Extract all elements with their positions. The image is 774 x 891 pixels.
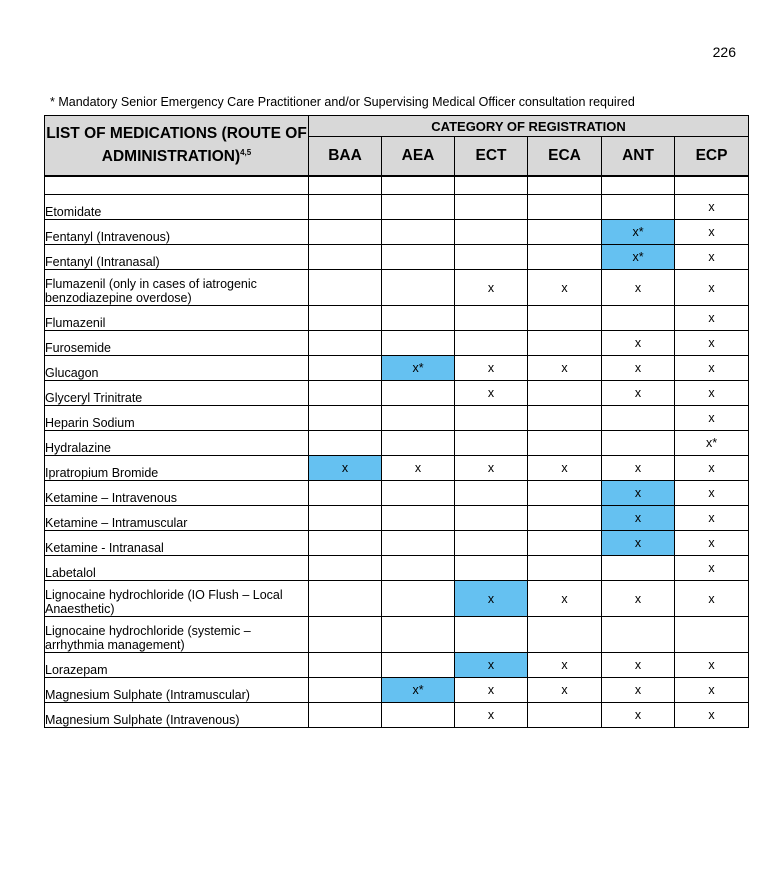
registration-mark-aea xyxy=(382,306,455,331)
registration-mark-ect: x xyxy=(455,381,528,406)
registration-mark-aea xyxy=(382,581,455,617)
registration-mark-eca xyxy=(528,506,602,531)
medication-name: Magnesium Sulphate (Intravenous) xyxy=(45,703,309,728)
registration-mark-eca: x xyxy=(528,678,602,703)
registration-mark-eca xyxy=(528,245,602,270)
registration-mark-baa xyxy=(309,678,382,703)
medication-name: Heparin Sodium xyxy=(45,406,309,431)
registration-mark-eca xyxy=(528,431,602,456)
table-row xyxy=(45,456,749,481)
table-row xyxy=(45,531,749,556)
registration-mark-ant: x xyxy=(602,581,675,617)
registration-mark-ecp: x xyxy=(675,506,749,531)
registration-mark-ant xyxy=(602,406,675,431)
page-number: 226 xyxy=(712,44,736,60)
registration-mark-ecp: x xyxy=(675,406,749,431)
registration-mark-ecp: x xyxy=(675,678,749,703)
registration-mark-aea: x* xyxy=(382,678,455,703)
registration-mark-aea: x xyxy=(382,456,455,481)
registration-mark-ant: x xyxy=(602,381,675,406)
registration-mark-ect xyxy=(455,506,528,531)
registration-mark-aea xyxy=(382,431,455,456)
consultation-note: * Mandatory Senior Emergency Care Practitioner and/or Supervising Medical Officer consultation required xyxy=(50,95,635,109)
registration-mark-ecp: x xyxy=(675,356,749,381)
registration-mark-ect xyxy=(455,617,528,653)
spacer-cell xyxy=(309,176,382,195)
registration-mark-baa xyxy=(309,270,382,306)
registration-mark-eca xyxy=(528,220,602,245)
registration-mark-ect: x xyxy=(455,581,528,617)
table-row xyxy=(45,381,749,406)
spacer-row xyxy=(45,176,749,195)
registration-mark-aea xyxy=(382,617,455,653)
table-row xyxy=(45,506,749,531)
registration-mark-ect xyxy=(455,531,528,556)
registration-mark-baa xyxy=(309,531,382,556)
header-superscript: 4,5 xyxy=(240,148,252,158)
table-row xyxy=(45,356,749,381)
medication-name: Glucagon xyxy=(45,356,309,381)
medication-list-header-text: LIST OF MEDICATIONS (ROUTE OF ADMINISTRATION) xyxy=(46,125,307,166)
registration-mark-ecp: x xyxy=(675,195,749,220)
registration-mark-eca xyxy=(528,531,602,556)
column-header-ant: ANT xyxy=(602,137,675,177)
medication-name: Lignocaine hydrochloride (systemic – arrhythmia management) xyxy=(45,617,309,653)
registration-mark-eca: x xyxy=(528,456,602,481)
table-row xyxy=(45,220,749,245)
registration-mark-ant: x xyxy=(602,531,675,556)
registration-mark-ect xyxy=(455,220,528,245)
registration-mark-ect: x xyxy=(455,703,528,728)
registration-mark-ect: x xyxy=(455,456,528,481)
registration-mark-baa xyxy=(309,406,382,431)
medication-name: Hydralazine xyxy=(45,431,309,456)
registration-mark-aea xyxy=(382,481,455,506)
registration-mark-ant xyxy=(602,431,675,456)
table-row xyxy=(45,481,749,506)
medication-name: Flumazenil xyxy=(45,306,309,331)
registration-mark-ect xyxy=(455,406,528,431)
registration-mark-baa: x xyxy=(309,456,382,481)
registration-mark-eca: x xyxy=(528,581,602,617)
registration-mark-aea xyxy=(382,406,455,431)
table-row xyxy=(45,703,749,728)
registration-mark-eca xyxy=(528,406,602,431)
registration-mark-ecp: x xyxy=(675,703,749,728)
table-row xyxy=(45,617,749,653)
spacer-cell xyxy=(528,176,602,195)
medication-name: Lorazepam xyxy=(45,653,309,678)
spacer-cell xyxy=(675,176,749,195)
registration-mark-ecp: x xyxy=(675,306,749,331)
registration-mark-ecp: x xyxy=(675,653,749,678)
medication-name: Ipratropium Bromide xyxy=(45,456,309,481)
table-row xyxy=(45,270,749,306)
registration-mark-ecp: x xyxy=(675,531,749,556)
registration-mark-aea xyxy=(382,270,455,306)
medication-name: Magnesium Sulphate (Intramuscular) xyxy=(45,678,309,703)
registration-mark-ecp: x xyxy=(675,381,749,406)
registration-mark-ecp: x xyxy=(675,456,749,481)
spacer-cell xyxy=(455,176,528,195)
registration-mark-aea xyxy=(382,506,455,531)
registration-mark-ect: x xyxy=(455,356,528,381)
registration-mark-baa xyxy=(309,245,382,270)
table-row xyxy=(45,678,749,703)
registration-mark-baa xyxy=(309,331,382,356)
spacer-cell xyxy=(45,176,309,195)
registration-mark-baa xyxy=(309,703,382,728)
registration-mark-baa xyxy=(309,356,382,381)
registration-mark-aea xyxy=(382,220,455,245)
registration-mark-ant xyxy=(602,556,675,581)
registration-mark-ant: x xyxy=(602,678,675,703)
registration-mark-ect xyxy=(455,481,528,506)
registration-mark-ant xyxy=(602,617,675,653)
registration-mark-ant: x xyxy=(602,703,675,728)
registration-mark-ecp: x xyxy=(675,481,749,506)
registration-mark-eca xyxy=(528,195,602,220)
registration-mark-eca xyxy=(528,481,602,506)
registration-mark-ecp: x xyxy=(675,581,749,617)
registration-mark-eca xyxy=(528,556,602,581)
registration-mark-baa xyxy=(309,431,382,456)
registration-mark-ant: x* xyxy=(602,245,675,270)
medication-name: Glyceryl Trinitrate xyxy=(45,381,309,406)
registration-mark-ect xyxy=(455,556,528,581)
registration-mark-ecp xyxy=(675,617,749,653)
registration-mark-ecp: x* xyxy=(675,431,749,456)
registration-mark-eca xyxy=(528,617,602,653)
medication-name: Etomidate xyxy=(45,195,309,220)
registration-mark-eca xyxy=(528,381,602,406)
table-row xyxy=(45,556,749,581)
registration-mark-baa xyxy=(309,306,382,331)
registration-mark-aea xyxy=(382,195,455,220)
registration-mark-ect xyxy=(455,245,528,270)
registration-mark-ect: x xyxy=(455,270,528,306)
registration-mark-ant: x xyxy=(602,331,675,356)
registration-mark-aea: x* xyxy=(382,356,455,381)
registration-mark-ant: x xyxy=(602,270,675,306)
table-row xyxy=(45,406,749,431)
column-header-eca: ECA xyxy=(528,137,602,177)
column-header-baa: BAA xyxy=(309,137,382,177)
registration-mark-baa xyxy=(309,195,382,220)
registration-mark-aea xyxy=(382,556,455,581)
registration-mark-ect: x xyxy=(455,678,528,703)
registration-mark-baa xyxy=(309,506,382,531)
registration-mark-ant xyxy=(602,195,675,220)
registration-mark-baa xyxy=(309,653,382,678)
registration-mark-ect xyxy=(455,431,528,456)
table-row xyxy=(45,653,749,678)
registration-mark-ant: x xyxy=(602,506,675,531)
registration-mark-aea xyxy=(382,331,455,356)
registration-mark-ect: x xyxy=(455,653,528,678)
medication-table xyxy=(44,115,749,728)
spacer-cell xyxy=(382,176,455,195)
registration-mark-ecp: x xyxy=(675,245,749,270)
medication-name: Lignocaine hydrochloride (IO Flush – Local Anaesthetic) xyxy=(45,581,309,617)
registration-mark-aea xyxy=(382,531,455,556)
spacer-cell xyxy=(602,176,675,195)
registration-mark-ant: x xyxy=(602,456,675,481)
registration-mark-ecp: x xyxy=(675,220,749,245)
registration-mark-ant: x* xyxy=(602,220,675,245)
registration-mark-ant xyxy=(602,306,675,331)
registration-mark-eca: x xyxy=(528,270,602,306)
registration-mark-baa xyxy=(309,220,382,245)
registration-mark-eca xyxy=(528,306,602,331)
registration-mark-aea xyxy=(382,703,455,728)
medication-name: Furosemide xyxy=(45,331,309,356)
medication-name: Ketamine – Intravenous xyxy=(45,481,309,506)
registration-mark-aea xyxy=(382,653,455,678)
medication-list-header xyxy=(45,116,309,177)
medication-name: Labetalol xyxy=(45,556,309,581)
medication-name: Flumazenil (only in cases of iatrogenic benzodiazepine overdose) xyxy=(45,270,309,306)
category-header: CATEGORY OF REGISTRATION xyxy=(309,116,749,137)
table-row xyxy=(45,331,749,356)
column-header-ect: ECT xyxy=(455,137,528,177)
table-row xyxy=(45,581,749,617)
registration-mark-baa xyxy=(309,556,382,581)
registration-mark-eca: x xyxy=(528,356,602,381)
medication-name: Fentanyl (Intranasal) xyxy=(45,245,309,270)
column-header-ecp: ECP xyxy=(675,137,749,177)
registration-mark-ect xyxy=(455,306,528,331)
table-body xyxy=(45,176,749,728)
registration-mark-baa xyxy=(309,581,382,617)
medication-name: Fentanyl (Intravenous) xyxy=(45,220,309,245)
registration-mark-ecp: x xyxy=(675,331,749,356)
table-row xyxy=(45,195,749,220)
registration-mark-eca xyxy=(528,703,602,728)
registration-mark-ecp: x xyxy=(675,556,749,581)
registration-mark-ant: x xyxy=(602,481,675,506)
table-row xyxy=(45,245,749,270)
table-row xyxy=(45,306,749,331)
registration-mark-ant: x xyxy=(602,653,675,678)
registration-mark-aea xyxy=(382,381,455,406)
registration-mark-ect xyxy=(455,195,528,220)
medication-name: Ketamine – Intramuscular xyxy=(45,506,309,531)
registration-mark-ant: x xyxy=(602,356,675,381)
registration-mark-eca: x xyxy=(528,653,602,678)
registration-mark-ecp: x xyxy=(675,270,749,306)
registration-mark-ect xyxy=(455,331,528,356)
registration-mark-baa xyxy=(309,617,382,653)
registration-mark-eca xyxy=(528,331,602,356)
registration-mark-aea xyxy=(382,245,455,270)
medication-name: Ketamine - Intranasal xyxy=(45,531,309,556)
table-row xyxy=(45,431,749,456)
registration-mark-baa xyxy=(309,481,382,506)
registration-mark-baa xyxy=(309,381,382,406)
column-header-aea: AEA xyxy=(382,137,455,177)
